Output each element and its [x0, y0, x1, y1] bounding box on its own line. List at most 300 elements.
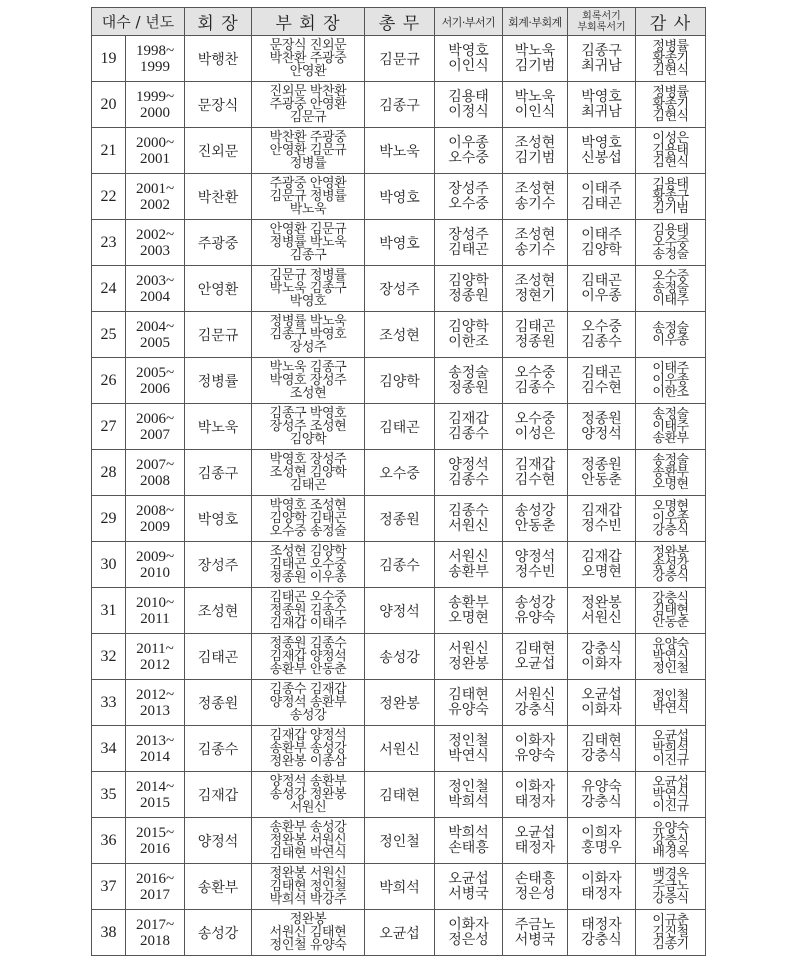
vice-president-line: 양정석 송환부: [269, 695, 347, 710]
accountant-name: 송기수: [514, 195, 556, 212]
clerk-name: 정인철: [448, 778, 489, 795]
auditor-name: 이태주: [652, 292, 689, 308]
accountant-name: 태정자: [514, 793, 556, 810]
vice-president-line: 김태현 박연식: [269, 846, 347, 861]
recorder-name: 이우종: [581, 287, 622, 304]
recorder-name: 박영호: [581, 134, 622, 151]
vice-presidents: [252, 220, 365, 266]
clerks: [435, 36, 503, 82]
secretary-general-name: 서원신: [365, 726, 435, 772]
vice-president-line: 송성강 정완봉: [269, 787, 347, 802]
auditor-name: 백경옥: [652, 866, 689, 882]
auditor-name: 송정술: [652, 246, 689, 262]
auditor-name: 강충식: [652, 890, 689, 906]
clerk-name: 박희석: [448, 793, 489, 810]
term-year-line: 2009: [140, 518, 170, 535]
secretary-general-name: 정인철: [365, 818, 435, 864]
recorders: [568, 726, 636, 772]
president-name: 박노욱: [185, 404, 252, 450]
auditors: [636, 266, 706, 312]
recorder-name: 오수중: [581, 318, 622, 335]
term-year-line: 2008~: [135, 502, 175, 519]
auditor-name: 김종기: [652, 936, 689, 952]
recorders: [568, 128, 636, 174]
clerk-name: 양정석: [448, 456, 489, 473]
clerks: [435, 220, 503, 266]
clerk-name: 송환부: [448, 563, 489, 580]
recorder-name: 홍명우: [581, 839, 622, 856]
auditors: [636, 772, 706, 818]
clerk-name: 이정식: [448, 103, 489, 120]
header-secretary-general: 총 무: [365, 8, 435, 36]
recorder-name: 김종수: [581, 333, 622, 350]
clerk-name: 이한조: [448, 333, 489, 350]
vice-president-line: 박영호 장성주: [269, 373, 347, 388]
term-year-line: 2016: [140, 840, 170, 857]
accountant-name: 이화자: [514, 778, 556, 795]
recorder-name: 이태주: [581, 180, 622, 197]
recorders: [568, 36, 636, 82]
recorders: [568, 680, 636, 726]
accountants: [503, 82, 568, 128]
recorder-name: 서원신: [581, 609, 622, 626]
secretary-general-name: 김양학: [365, 358, 435, 404]
auditors: [636, 864, 706, 910]
auditor-name: 배경옥: [652, 844, 689, 860]
vice-president-line: 박영호 조성현: [269, 498, 347, 513]
auditor-name: 김현식: [652, 62, 689, 78]
recorder-name: 오명현: [581, 563, 622, 580]
recorders: [568, 588, 636, 634]
accountant-name: 정종원: [514, 333, 556, 350]
president-name: 김재갑: [185, 772, 252, 818]
secretary-general-name: 오균섭: [365, 910, 435, 956]
clerks: [435, 128, 503, 174]
term-years: [126, 542, 185, 588]
president-name: 김종수: [185, 726, 252, 772]
secretary-general-name: 조성현: [365, 312, 435, 358]
vice-president-line: 박노욱 김종구: [269, 281, 347, 296]
clerk-name: 송정술: [448, 364, 489, 381]
vice-president-line: 김종수 김재갑: [269, 682, 347, 697]
vice-president-line: 김종구 박영호: [269, 327, 347, 342]
term-year-line: 2006: [140, 380, 170, 397]
table-row: [92, 358, 706, 404]
vice-president-line: 김재갑 양정석: [269, 728, 347, 743]
clerk-name: 오수중: [448, 195, 489, 212]
accountant-name: 김기범: [514, 57, 556, 74]
recorders: [568, 864, 636, 910]
term-years: [126, 588, 185, 634]
auditor-name: 김기범: [652, 200, 689, 216]
auditor-name: 송정술: [652, 280, 689, 296]
recorder-name: 김종구: [581, 42, 622, 59]
secretary-general-name: 오수중: [365, 450, 435, 496]
accountant-name: 오수중: [514, 364, 556, 381]
recorder-name: 최귀남: [581, 103, 622, 120]
vice-president-line: 김태곤 오수중: [269, 557, 347, 572]
clerk-name: 서원신: [448, 640, 489, 657]
term-year-line: 2013: [140, 702, 170, 719]
vice-president-line: 정병률 박노욱: [269, 314, 347, 329]
auditor-name: 정병률: [652, 38, 689, 54]
vice-president-line: 안영환 김문규: [269, 143, 347, 158]
auditor-name: 정인철: [652, 688, 689, 704]
auditor-name: 김진철: [652, 924, 689, 940]
term-year-line: 2013~: [135, 732, 175, 749]
table-row: [92, 312, 706, 358]
recorder-name: 김태곤: [581, 195, 622, 212]
term-years: [126, 818, 185, 864]
auditor-name: 오균섭: [652, 728, 689, 744]
clerks: [435, 358, 503, 404]
auditor-name: 이한조: [652, 384, 689, 400]
term-year-line: 2003~: [135, 272, 175, 289]
auditor-name: 이진규: [652, 752, 689, 768]
auditor-name: 황종기: [652, 50, 689, 66]
clerk-name: 정인철: [448, 732, 489, 749]
clerk-name: 서원신: [448, 548, 489, 565]
recorders: [568, 404, 636, 450]
auditor-name: 안동춘: [652, 614, 689, 630]
term-year-line: 2015: [140, 794, 170, 811]
table-row: [92, 404, 706, 450]
auditors: [636, 312, 706, 358]
table-row: [92, 818, 706, 864]
term-year-line: 2000: [140, 104, 170, 121]
auditors: [636, 128, 706, 174]
clerk-name: 김종수: [448, 471, 489, 488]
term-number: 37: [92, 864, 126, 910]
recorder-name: 김태현: [581, 732, 622, 749]
term-years: [126, 450, 185, 496]
accountant-name: 이화자: [514, 732, 556, 749]
recorder-name: 최귀남: [581, 57, 622, 74]
recorders: [568, 634, 636, 680]
clerks: [435, 680, 503, 726]
clerk-name: 김태곤: [448, 241, 489, 258]
accountants: [503, 864, 568, 910]
vice-president-line: 박찬환 주광중: [269, 51, 347, 66]
auditors: [636, 358, 706, 404]
recorder-name: 안동춘: [581, 471, 622, 488]
clerk-name: 김태현: [448, 686, 489, 703]
secretary-general-name: 양정석: [365, 588, 435, 634]
clerk-name: 서원신: [448, 517, 489, 534]
header-vice-president: 부 회 장: [252, 8, 365, 36]
accountant-name: 양정석: [514, 548, 556, 565]
clerks: [435, 588, 503, 634]
accountant-name: 이성은: [514, 425, 556, 442]
accountant-name: 정현기: [514, 287, 556, 304]
term-year-line: 2004~: [135, 318, 175, 335]
term-number: 35: [92, 772, 126, 818]
auditor-name: 박연식: [652, 648, 689, 664]
term-years: [126, 404, 185, 450]
auditors: [636, 542, 706, 588]
recorders: [568, 496, 636, 542]
table-row: [92, 82, 706, 128]
term-number: 24: [92, 266, 126, 312]
auditors: [636, 496, 706, 542]
accountants: [503, 174, 568, 220]
recorder-name: 이희자: [581, 824, 622, 841]
clerks: [435, 772, 503, 818]
recorder-name: 이화자: [581, 655, 622, 672]
term-year-line: 2003: [140, 242, 170, 259]
recorder-name: 강충식: [581, 640, 622, 657]
term-years: [126, 680, 185, 726]
vice-presidents: [252, 772, 365, 818]
vice-president-line: 주광중 안영환: [269, 176, 347, 191]
clerks: [435, 542, 503, 588]
vice-president-line: 진외문 박찬환: [269, 84, 347, 99]
auditor-name: 강충식: [652, 832, 689, 848]
term-year-line: 2012: [140, 656, 170, 673]
president-name: 조성현: [185, 588, 252, 634]
auditor-name: 송환부: [652, 464, 689, 480]
recorders: [568, 772, 636, 818]
accountant-name: 안동춘: [514, 517, 556, 534]
auditor-name: 이태주: [652, 418, 689, 434]
term-number: 28: [92, 450, 126, 496]
auditor-name: 강충식: [652, 590, 689, 606]
auditor-name: 오균섭: [652, 774, 689, 790]
clerks: [435, 312, 503, 358]
auditor-name: 이태주: [652, 360, 689, 376]
accountant-name: 박노욱: [514, 88, 556, 105]
accountants: [503, 220, 568, 266]
president-name: 김문규: [185, 312, 252, 358]
auditors: [636, 450, 706, 496]
vice-president-line: 정완봉 서원신: [269, 866, 347, 881]
clerks: [435, 818, 503, 864]
auditor-name: 오수중: [652, 234, 689, 250]
recorder-name: 이태주: [581, 226, 622, 243]
clerks: [435, 910, 503, 956]
secretary-general-name: 송성강: [365, 634, 435, 680]
recorder-name: 정수빈: [581, 517, 622, 534]
secretary-general-name: 박영호: [365, 220, 435, 266]
accountants: [503, 726, 568, 772]
vice-presidents: [252, 358, 365, 404]
vice-president-line: 김문규: [289, 110, 327, 125]
vice-president-line: 박희석 박강주: [269, 892, 347, 907]
term-year-line: 2007: [140, 426, 170, 443]
clerks: [435, 634, 503, 680]
secretary-general-name: 정완봉: [365, 680, 435, 726]
accountant-name: 김태곤: [514, 318, 556, 335]
vice-president-line: 장성주 조성현: [269, 419, 347, 434]
vice-presidents: [252, 266, 365, 312]
accountant-name: 송성강: [514, 502, 556, 519]
auditors: [636, 634, 706, 680]
term-years: [126, 910, 185, 956]
vice-president-line: 김양학 김태곤: [269, 511, 347, 526]
vice-president-line: 송성강: [289, 708, 327, 723]
header-term: 대수 / 년도: [92, 8, 185, 36]
auditor-name: 정병률: [652, 84, 689, 100]
vice-president-line: 김종구: [289, 248, 327, 263]
auditors: [636, 404, 706, 450]
accountant-name: 김종수: [514, 379, 556, 396]
secretary-general-name: 박노욱: [365, 128, 435, 174]
term-year-line: 2005: [140, 334, 170, 351]
vice-president-line: 정병률: [289, 156, 327, 171]
table-row: [92, 496, 706, 542]
term-number: 29: [92, 496, 126, 542]
term-year-line: 2000~: [135, 134, 175, 151]
president-name: 정종원: [185, 680, 252, 726]
secretary-general-name: 김문규: [365, 36, 435, 82]
accountant-name: 오수중: [514, 410, 556, 427]
vice-president-line: 안영환: [289, 64, 327, 79]
accountant-name: 김기범: [514, 149, 556, 166]
term-year-line: 2012~: [135, 686, 175, 703]
table-row: [92, 542, 706, 588]
accountants: [503, 588, 568, 634]
secretary-general-name: 김종구: [365, 82, 435, 128]
recorder-name: 김양학: [581, 241, 622, 258]
auditor-name: 이우종: [652, 372, 689, 388]
accountants: [503, 128, 568, 174]
term-year-line: 2011~: [136, 640, 174, 657]
auditor-name: 강충식: [652, 522, 689, 538]
recorder-name: 정완봉: [581, 594, 622, 611]
vice-president-line: 김태곤 오수중: [269, 590, 347, 605]
term-years: [126, 128, 185, 174]
auditor-name: 이우종: [652, 332, 689, 348]
table-row: [92, 864, 706, 910]
accountants: [503, 404, 568, 450]
clerk-name: 김종수: [448, 425, 489, 442]
table-row: [92, 220, 706, 266]
recorder-name: 유양숙: [581, 778, 622, 795]
accountants: [503, 634, 568, 680]
vice-president-line: 김재갑 이태주: [269, 616, 347, 631]
vice-president-line: 조성현 김양학: [269, 465, 347, 480]
clerk-name: 이우종: [448, 134, 489, 151]
term-years: [126, 864, 185, 910]
recorder-name: 정종원: [581, 410, 622, 427]
term-number: 30: [92, 542, 126, 588]
auditor-name: 강충식: [652, 568, 689, 584]
president-name: 양정석: [185, 818, 252, 864]
accountant-name: 서원신: [514, 686, 556, 703]
accountant-name: 손태흥: [514, 870, 556, 887]
header-accountant: 회계·부회계: [503, 8, 568, 36]
term-number: 25: [92, 312, 126, 358]
accountant-name: 송기수: [514, 241, 556, 258]
accountants: [503, 312, 568, 358]
vice-president-line: 박노욱 김종구: [269, 360, 347, 375]
vice-president-line: 김문규 정병률: [269, 189, 347, 204]
recorder-name: 강충식: [581, 747, 622, 764]
table-row: [92, 910, 706, 956]
accountant-name: 주금노: [514, 916, 556, 933]
secretary-general-name: 김태현: [365, 772, 435, 818]
vice-presidents: [252, 680, 365, 726]
term-year-line: 2005~: [135, 364, 175, 381]
term-year-line: 2007~: [135, 456, 175, 473]
vice-president-line: 정종원 이우종: [269, 570, 347, 585]
recorder-name: 정종원: [581, 456, 622, 473]
accountants: [503, 542, 568, 588]
vice-president-line: 정완봉 서원신: [269, 833, 347, 848]
vice-president-line: 김양학: [289, 432, 327, 447]
clerk-name: 정은성: [448, 931, 489, 948]
term-year-line: 2017~: [135, 916, 175, 933]
term-years: [126, 358, 185, 404]
clerk-name: 정완봉: [448, 655, 489, 672]
president-name: 송환부: [185, 864, 252, 910]
vice-president-line: 박노욱: [289, 202, 327, 217]
accountant-name: 정수빈: [514, 563, 556, 580]
vice-presidents: [252, 128, 365, 174]
table-row: [92, 36, 706, 82]
term-year-line: 2010~: [135, 594, 175, 611]
secretary-general-name: 박영호: [365, 174, 435, 220]
accountant-name: 오균섭: [514, 655, 556, 672]
term-number: 33: [92, 680, 126, 726]
secretary-general-name: 장성주: [365, 266, 435, 312]
vice-president-line: 문장식 진외문: [269, 38, 347, 53]
vice-president-line: 양정석 송환부: [269, 774, 347, 789]
recorder-name: 양정석: [581, 425, 622, 442]
clerk-name: 김재갑: [448, 410, 489, 427]
auditors: [636, 36, 706, 82]
auditor-name: 유양숙: [652, 820, 689, 836]
clerk-name: 장성주: [448, 226, 489, 243]
auditors: [636, 910, 706, 956]
clerk-name: 김양학: [448, 272, 489, 289]
table-row: [92, 174, 706, 220]
accountant-name: 송성강: [514, 594, 556, 611]
term-year-line: 2006~: [135, 410, 175, 427]
clerk-name: 장성주: [448, 180, 489, 197]
recorders: [568, 266, 636, 312]
term-years: [126, 726, 185, 772]
term-years: [126, 220, 185, 266]
clerks: [435, 726, 503, 772]
recorder-name: 이화자: [581, 870, 622, 887]
table-row: [92, 634, 706, 680]
president-name: 박영호: [185, 496, 252, 542]
vice-president-line: 주광중 안영환: [269, 97, 347, 112]
clerk-name: 오명현: [448, 609, 489, 626]
accountant-name: 서병국: [514, 931, 556, 948]
recorder-name: 김태곤: [581, 364, 622, 381]
vice-presidents: [252, 910, 365, 956]
accountant-name: 정은성: [514, 885, 556, 902]
vice-president-line: 조성현 김양학: [269, 544, 347, 559]
vice-president-line: 김종구 박영호: [269, 406, 347, 421]
vice-president-line: 송환부 안동춘: [269, 662, 347, 677]
auditor-name: 송성강: [652, 556, 689, 572]
recorder-name: 강충식: [581, 931, 622, 948]
term-number: 19: [92, 36, 126, 82]
term-year-line: 2015~: [135, 824, 175, 841]
recorders: [568, 174, 636, 220]
table-row: [92, 450, 706, 496]
president-name: 김태곤: [185, 634, 252, 680]
header-auditor: 감 사: [636, 8, 706, 36]
term-year-line: 2016~: [135, 870, 175, 887]
recorders: [568, 82, 636, 128]
vice-presidents: [252, 818, 365, 864]
vice-president-line: 정완봉: [289, 912, 327, 927]
accountants: [503, 266, 568, 312]
